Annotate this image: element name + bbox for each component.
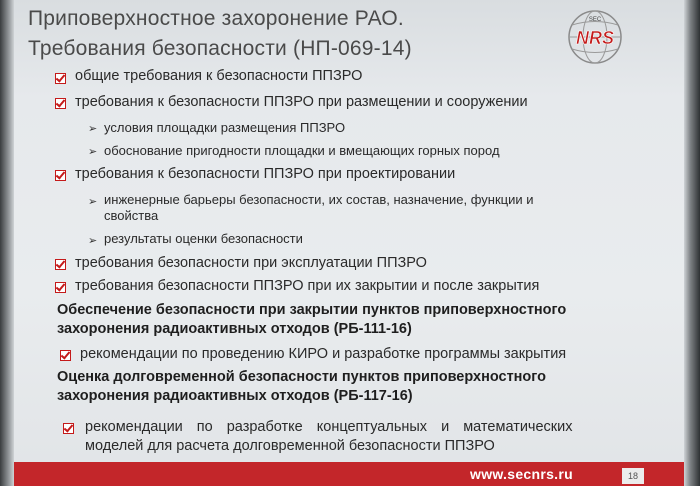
section-heading: Обеспечение безопасности при закрытии пунктов приповерхностного [57, 302, 567, 318]
list-item: требования к безопасности ППЗРО при проектировании [75, 166, 456, 182]
list-item: требования к безопасности ППЗРО при размещении и сооружении [75, 94, 528, 110]
sub-list-item: обоснование пригодности площадки и вмещающих горных пород [104, 143, 500, 158]
screen-edge-left [0, 0, 14, 486]
section-heading: Оценка долговременной безопасности пунктов приповерхностного [57, 369, 546, 385]
screen-edge-right [684, 0, 700, 486]
checkbox-icon [55, 170, 66, 181]
checkbox-icon [63, 423, 74, 434]
title-line-1: Приповерхностное захоронение РАО. [28, 7, 404, 30]
title-line-2: Требования безопасности (НП-069-14) [28, 37, 412, 60]
sub-list-item: условия площадки размещения ППЗРО [104, 120, 346, 135]
chevron-right-icon: ➢ [88, 123, 98, 135]
section-heading-cont: захоронения радиоактивных отходов (РБ-111-16) [57, 321, 412, 337]
list-item: требования безопасности ППЗРО при их закрытии и после закрытия [75, 278, 540, 294]
checkbox-icon [55, 73, 66, 84]
checkbox-icon [60, 350, 71, 361]
checkbox-icon [55, 98, 66, 109]
sub-list-item-cont: свойства [104, 208, 159, 223]
footer-bar [0, 462, 700, 486]
chevron-right-icon: ➢ [88, 146, 98, 158]
list-item: общие требования к безопасности ППЗРО [75, 68, 363, 84]
logo-top-text: SEC [588, 17, 602, 23]
sub-list-item: результаты оценки безопасности [104, 231, 303, 246]
section-heading-cont: захоронения радиоактивных отходов (РБ-117-16) [57, 388, 413, 404]
chevron-right-icon: ➢ [88, 235, 98, 247]
chevron-right-icon: ➢ [88, 196, 98, 208]
checkbox-icon [55, 282, 66, 293]
list-item: рекомендации по проведению КИРО и разработке программы закрытия [80, 346, 567, 362]
list-item-cont: моделей для расчета долговременной безопасности ППЗРО [85, 438, 495, 454]
logo-main-text: NRS [575, 28, 615, 48]
footer-url: www.secnrs.ru [470, 466, 573, 482]
checkbox-icon [55, 259, 66, 270]
list-item: рекомендации по разработке концептуальных и математических [85, 419, 573, 435]
page-number: 18 [622, 468, 644, 484]
list-item: требования безопасности при эксплуатации ППЗРО [75, 255, 427, 271]
sub-list-item: инженерные барьеры безопасности, их состав, назначение, функции и [104, 192, 534, 207]
